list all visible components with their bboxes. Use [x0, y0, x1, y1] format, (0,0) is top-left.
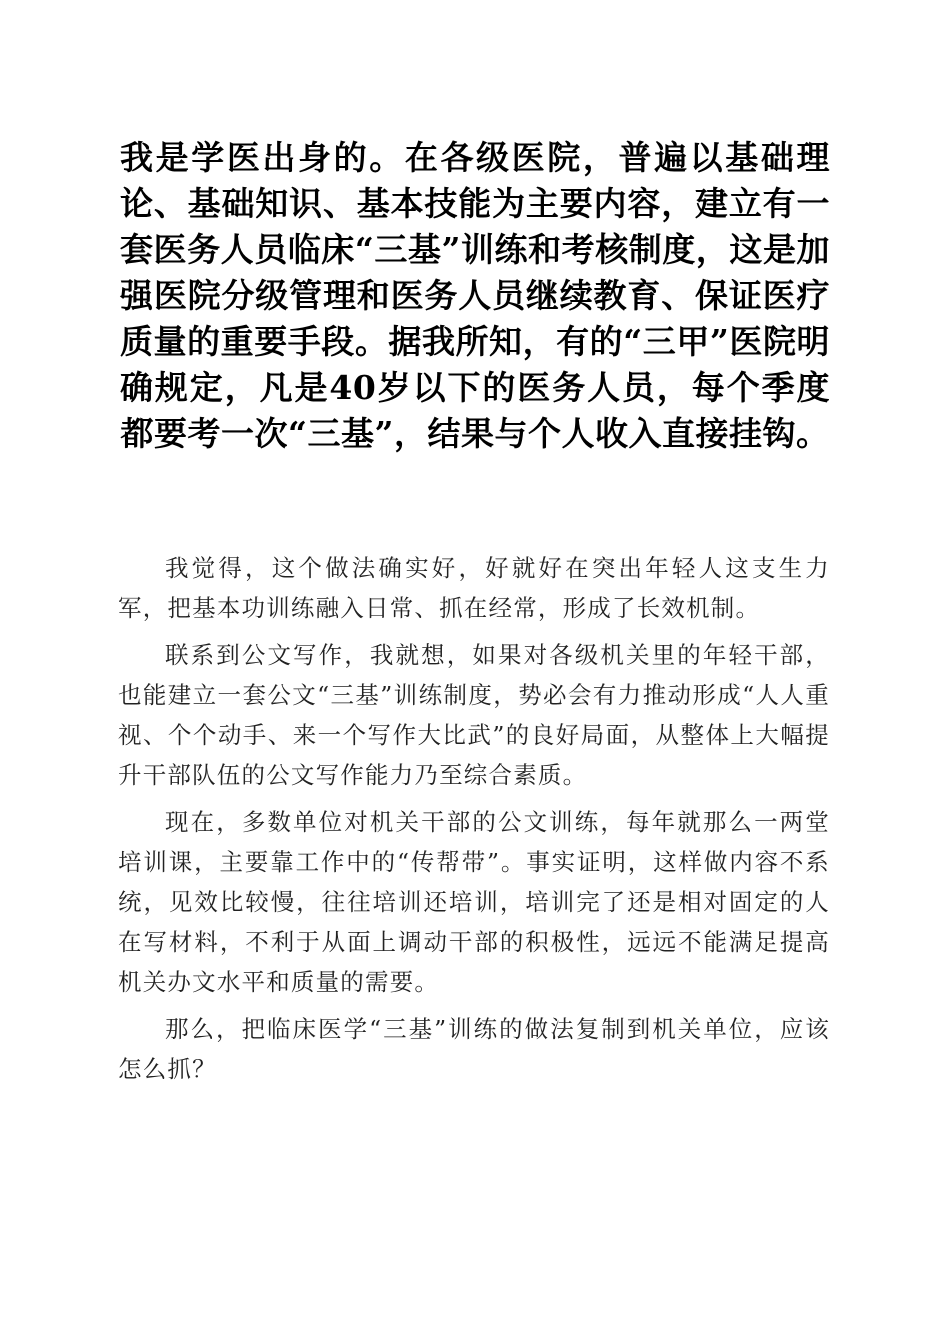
- paragraph: 那么，把临床医学“三基”训练的做法复制到机关单位，应该怎么抓？: [118, 1015, 830, 1083]
- paragraph: 我觉得，这个做法确实好，好就好在突出年轻人这支生力军，把基本功训练融入日常、抓在经常，形成了长效机制。: [118, 554, 830, 622]
- paragraph: 现在，多数单位对机关干部的公文训练，每年就那么一两堂培训课，主要靠工作中的“传帮带”。事实证明，这样做内容不系统，见效比较慢，往往培训还培训，培训完了还是相对固定的人在写材料，不利于从面上调动干部的积极性，远远不能满足提高机关办文水平和质量的需要。: [118, 808, 830, 996]
- lead-paragraph: 我是学医出身的。在各级医院，普遍以基础理论、基础知识、基本技能为主要内容，建立有一套医务人员临床“三基”训练和考核制度，这是加强医院分级管理和医务人员继续教育、保证医疗质量的重要手段。据我所知，有的“三甲”医院明确规定，凡是40岁以下的医务人员，每个季度都要考一次“三基”，结果与个人收入直接挂钩。: [120, 138, 830, 453]
- body-text: [118, 548, 830, 1096]
- paragraph: 联系到公文写作，我就想，如果对各级机关里的年轻干部，也能建立一套公文“三基”训练制度，势必会有力推动形成“人人重视、个个动手、来一个写作大比武”的良好局面，从整体上大幅提升干部队伍的公文写作能力乃至综合素质。: [118, 641, 830, 789]
